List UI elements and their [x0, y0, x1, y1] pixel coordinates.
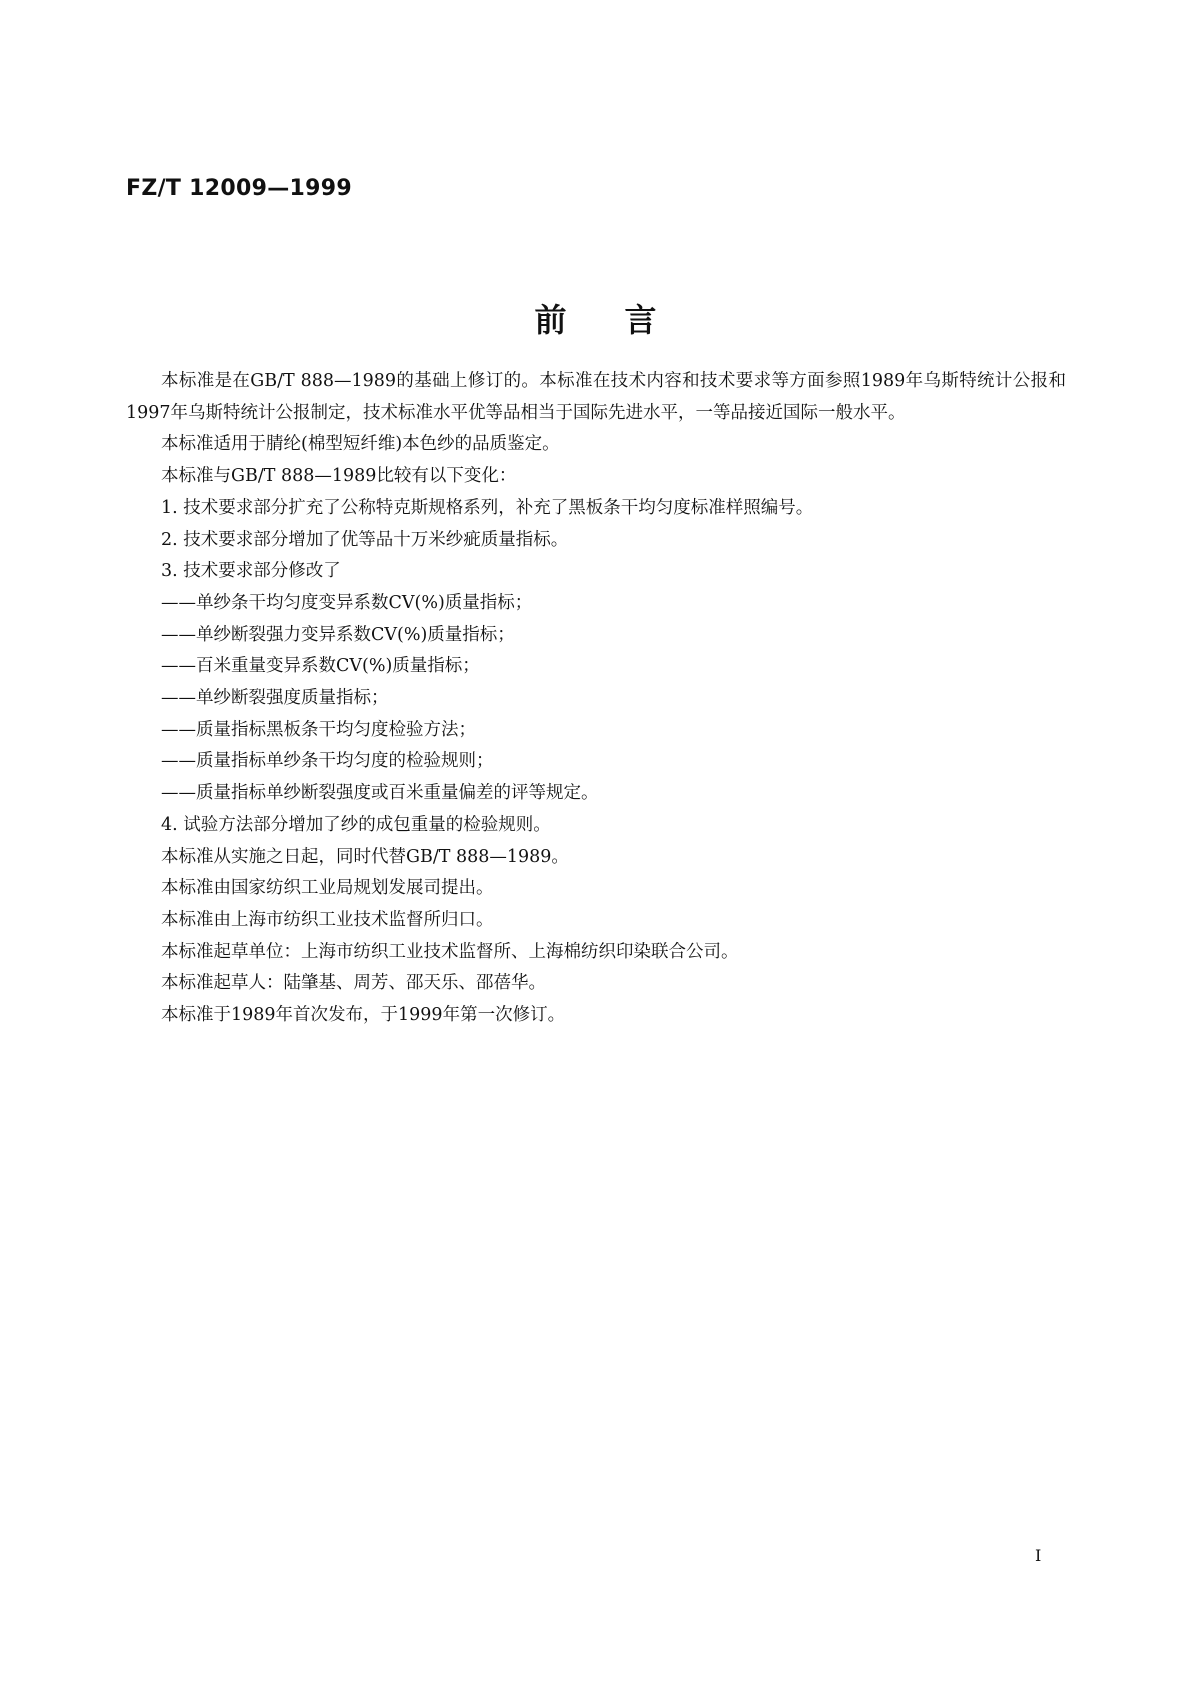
paragraph-replacement: 本标准从实施之日起，同时代替GB/T 888—1989。	[161, 846, 569, 867]
paragraph-basis: 本标准是在GB/T 888—1989的基础上修订的。本标准在技术内容和技术要求等方面参照1989年乌斯特统计公报和1997年乌斯特统计公报制定，技术标准水平优等品相当于国际先进水平，一等品接近国际一般水平。	[126, 371, 1066, 423]
modified-item-evenness-rules: ——质量指标单纱条干均匀度的检验规则；	[161, 751, 494, 772]
modified-item-cv-strength: ——单纱断裂强力变异系数CV(%)质量指标；	[161, 624, 515, 645]
page-number: I	[1035, 1546, 1042, 1565]
change-item-2: 2. 技术要求部分增加了优等品十万米纱疵质量指标。	[161, 529, 569, 550]
paragraph-changes-intro: 本标准与GB/T 888—1989比较有以下变化：	[161, 466, 517, 487]
paragraph-proposer: 本标准由国家纺织工业局规划发展司提出。	[161, 878, 494, 899]
modified-item-grading: ——质量指标单纱断裂强度或百米重量偏差的评等规定。	[161, 783, 599, 804]
modified-item-cv-evenness: ——单纱条干均匀度变异系数CV(%)质量指标；	[161, 592, 533, 613]
paragraph-drafting-units: 本标准起草单位：上海市纺织工业技术监督所、上海棉纺织印染联合公司。	[161, 941, 739, 962]
paragraph-drafters: 本标准起草人：陆肇基、周芳、邵天乐、邵蓓华。	[161, 973, 546, 994]
change-item-4: 4. 试验方法部分增加了纱的成包重量的检验规则。	[161, 814, 551, 835]
modified-item-cv-weight: ——百米重量变异系数CV(%)质量指标；	[161, 656, 480, 677]
paragraph-history: 本标准于1989年首次发布，于1999年第一次修订。	[161, 1005, 566, 1026]
document-code: FZ/T 12009—1999	[126, 176, 352, 201]
paragraph-centralized: 本标准由上海市纺织工业技术监督所归口。	[161, 909, 494, 930]
modified-item-blackboard-method: ——质量指标黑板条干均匀度检验方法；	[161, 719, 476, 740]
change-item-3: 3. 技术要求部分修改了	[161, 561, 341, 582]
page-title: 前言	[534, 301, 715, 339]
foreword-body	[126, 366, 1066, 1032]
modified-item-tenacity: ——单纱断裂强度质量指标；	[161, 688, 389, 709]
change-item-1: 1. 技术要求部分扩充了公称特克斯规格系列，补充了黑板条干均匀度标准样照编号。	[161, 497, 814, 518]
paragraph-scope: 本标准适用于腈纶(棉型短纤维)本色纱的品质鉴定。	[161, 434, 560, 455]
